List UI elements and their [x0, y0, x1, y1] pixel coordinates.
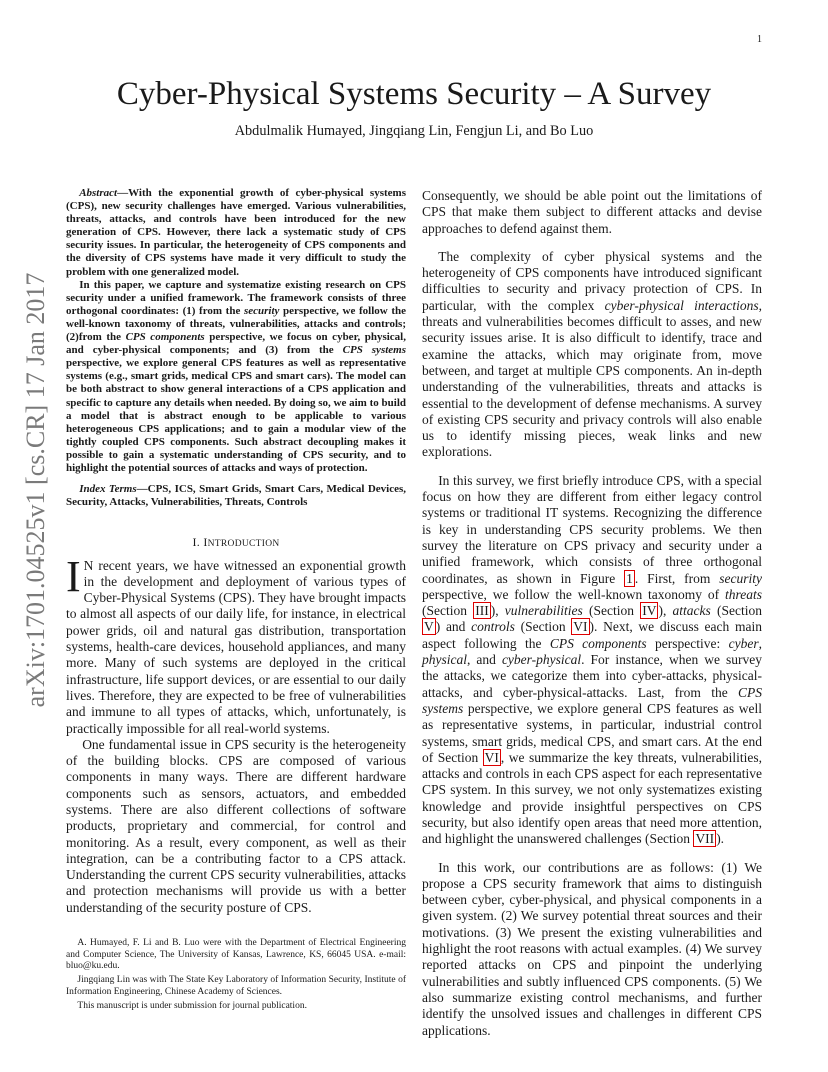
footnotes	[66, 938, 406, 1014]
abstract-label: Abstract	[79, 187, 118, 199]
index-terms-label: Index Terms	[79, 483, 137, 496]
left-column	[66, 187, 406, 916]
author-list: Abdulmalik Humayed, Jingqiang Lin, Fengjun Li, and Bo Luo	[234, 123, 594, 139]
figure-link[interactable]: 1	[626, 570, 633, 586]
intro-paragraph-2: One fundamental issue in CPS security is the heterogeneity of the building blocks. CPS are composed of various components in many ways. There are different hardware components such as sensors, actuators, and embedded systems. There are also different collections of software products, proprietary and commercial, for control and monitoring. As a result, every component, as well as their integration, can be a contributing factor to a CPS attack. Understanding the current CPS security vulnerabilities, attacks and protection mechanisms will provide us with a better understanding of the security posture of CPS.	[66, 736, 406, 915]
footnote-affiliation: A. Humayed, F. Li and B. Luo were with the Department of Electrical Engineering and Computer Science, The University of Kansas, Lawrence, KS, 66045 USA. e-mail: bluo@ku.edu.	[66, 938, 406, 972]
page-number: 1	[757, 34, 762, 45]
section-link-vi[interactable]: VI	[573, 619, 588, 635]
paper-title: Cyber-Physical Systems Security – A Survey	[116, 76, 712, 112]
arxiv-stamp-text: arXiv:1701.04525v1 [cs.CR] 17 Jan 2017	[21, 272, 50, 708]
index-terms: Index Terms—CPS, ICS, Smart Grids, Smart Cars, Medical Devices, Security, Attacks, Vulnerabilities, Threats, Controls	[66, 483, 406, 509]
right-paragraph-continued: Consequently, we should be able point out the limitations of CPS that make them subject to different attacks and devise approaches to defend against them.	[422, 188, 762, 236]
arxiv-stamp	[16, 260, 56, 720]
drop-cap: I	[66, 551, 81, 601]
section-link-iv[interactable]: IV	[642, 603, 657, 619]
footnote-lin: Jingqiang Lin was with The State Key Laboratory of Information Security, Institute of Information Engineering, Chinese Academy of Sciences.	[66, 975, 406, 997]
section-link-v[interactable]: V	[424, 619, 434, 635]
right-paragraph-survey: In this survey, we first briefly introduce CPS, with a special focus on how they are different from either legacy control systems or traditional IT systems. Recognizing the difference is key in understanding CPS security problems. We then survey the literature on CPS privacy and security under a unified framework, which consists of three orthogonal coordinates, as shown in Figure 1 . First, from security perspective, we follow the well-known taxonomy of threats (Section III ), vulnerabilities (Section IV ), attacks (Section V ) and controls (Section VI ). Next, we discuss each main aspect following the CPS components perspective: cyber, physical, and cyber-physical. For instance, when we survey the attacks, we categorize them into cyber-attacks, physical-attacks, and cyber-physical-attacks. Last, from the CPS systems perspective, we explore general CPS features as well as representative systems, in particular, industrial control systems, smart grids, medical CPS, and smart cars. At the end of Section VI , we summarize the key threats, vulnerabilities, attacks and controls in each CPS aspect for each representative CPS system. In this survey, we not only systematizes existing knowledge and provide insightful perspectives on CPS security, but also identify open areas that need more attention, and highlight the unanswered challenges (Section VII ).	[422, 472, 762, 847]
section-link-iii[interactable]: III	[475, 603, 489, 619]
introduction-body	[66, 551, 406, 917]
section-heading-introduction: I. INTRODUCTION	[192, 535, 280, 550]
footnote-submission: This manuscript is under submission for journal publication.	[77, 1000, 307, 1011]
right-paragraph-complexity: The complexity of cyber physical systems and the heterogeneity of CPS components have introduced significant difficulties to security and privacy protection of CPS. In particular, with the complex cyber-physical interactions, threats and vulnerabilities becomes difficult to asses, and new security issues arise. It is also difficult to identify, trace and examine the attacks, which may originate from, move between, and target at multiple CPS components. An in-depth understanding of the vulnerabilities, threats and attacks is essential to the development of defense mechanisms. A survey of existing CPS security and privacy controls will also enable us to identify missing pieces, weak links and new explorations.	[422, 248, 762, 460]
abstract-p1: With the exponential growth of cyber-physical systems (CPS), new security challenges have emerged. Various vulnerabilities, threats, attacks, and controls have been introduced for the new generation of CPS. However, there lack a systematic study of CPS security issues. In particular, the heterogeneity of CPS components and the diversity of CPS systems have made it very difficult to study the problem with one generalized model.	[66, 187, 406, 278]
abstract: Abstract—With the exponential growth of cyber-physical systems (CPS), new security challenges have emerged. Various vulnerabilities, threats, attacks, and controls have been introduced for the new generation of CPS. However, there lack a systematic study of CPS security issues. In particular, the heterogeneity of CPS components and the diversity of CPS systems have made it very difficult to study the problem with one generalized model.	[66, 187, 406, 278]
right-paragraph-contributions: In this work, our contributions are as follows: (1) We propose a CPS security framework that aims to distinguish between cyber, cyber-physical, and physical components in a given system. (2) We survey potential threat sources and their motivations. (3) We present the existing vulnerabilities and highlight the root reasons with actual examples. (4) We survey reported attacks on CPS and pinpoint the underlying vulnerabilities and subtly influenced CPS components. (5) We also summarize existing control mechanisms, and further identify the unsolved issues and challenges in different CPS applications.	[422, 859, 762, 1038]
abstract-p2: In this paper, we capture and systematize existing research on CPS security under a unified framework. The framework consists of three orthogonal coordinates: (1) from the security perspective, we follow the well-known taxonomy of threats, vulnerabilities, attacks and controls; (2)from the CPS components perspective, we focus on cyber, physical, and cyber-physical components; and (3) from the CPS systems perspective, we explore general CPS features as well as representative systems (e.g., smart grids, medical CPS and smart cars). The model can be both abstract to show general interactions of a CPS application and specific to capture any details when needed. By doing so, we aim to build a model that is abstract enough to be applicable to various heterogeneous CPS applications; and to gain a modular view of the tightly coupled CPS components. Such abstract decoupling makes it possible to gain a systematic understanding of CPS security, and to highlight the potential sources of attacks and ways of protection.	[66, 278, 406, 474]
intro-paragraph-1: I N recent years, we have witnessed an exponential growth in the development and deployment of various types of Cyber-Physical Systems (CPS). They have brought impacts to almost all aspects of our daily life, for instance, in electrical power grids, oil and natural gas distribution, transportation systems, health-care devices, household appliances, and many more. Many of such systems are deployed in the critical infrastructure, life support devices, or are essential to our daily lives. Therefore, they are expected to be free of vulnerabilities and immune to all types of attacks, which, unfortunately, is practically impossible for all real-world systems.	[66, 551, 406, 736]
section-link-vii[interactable]: VII	[695, 831, 715, 847]
section-link-vi-2[interactable]: VI	[484, 749, 499, 765]
right-column	[422, 188, 762, 1039]
